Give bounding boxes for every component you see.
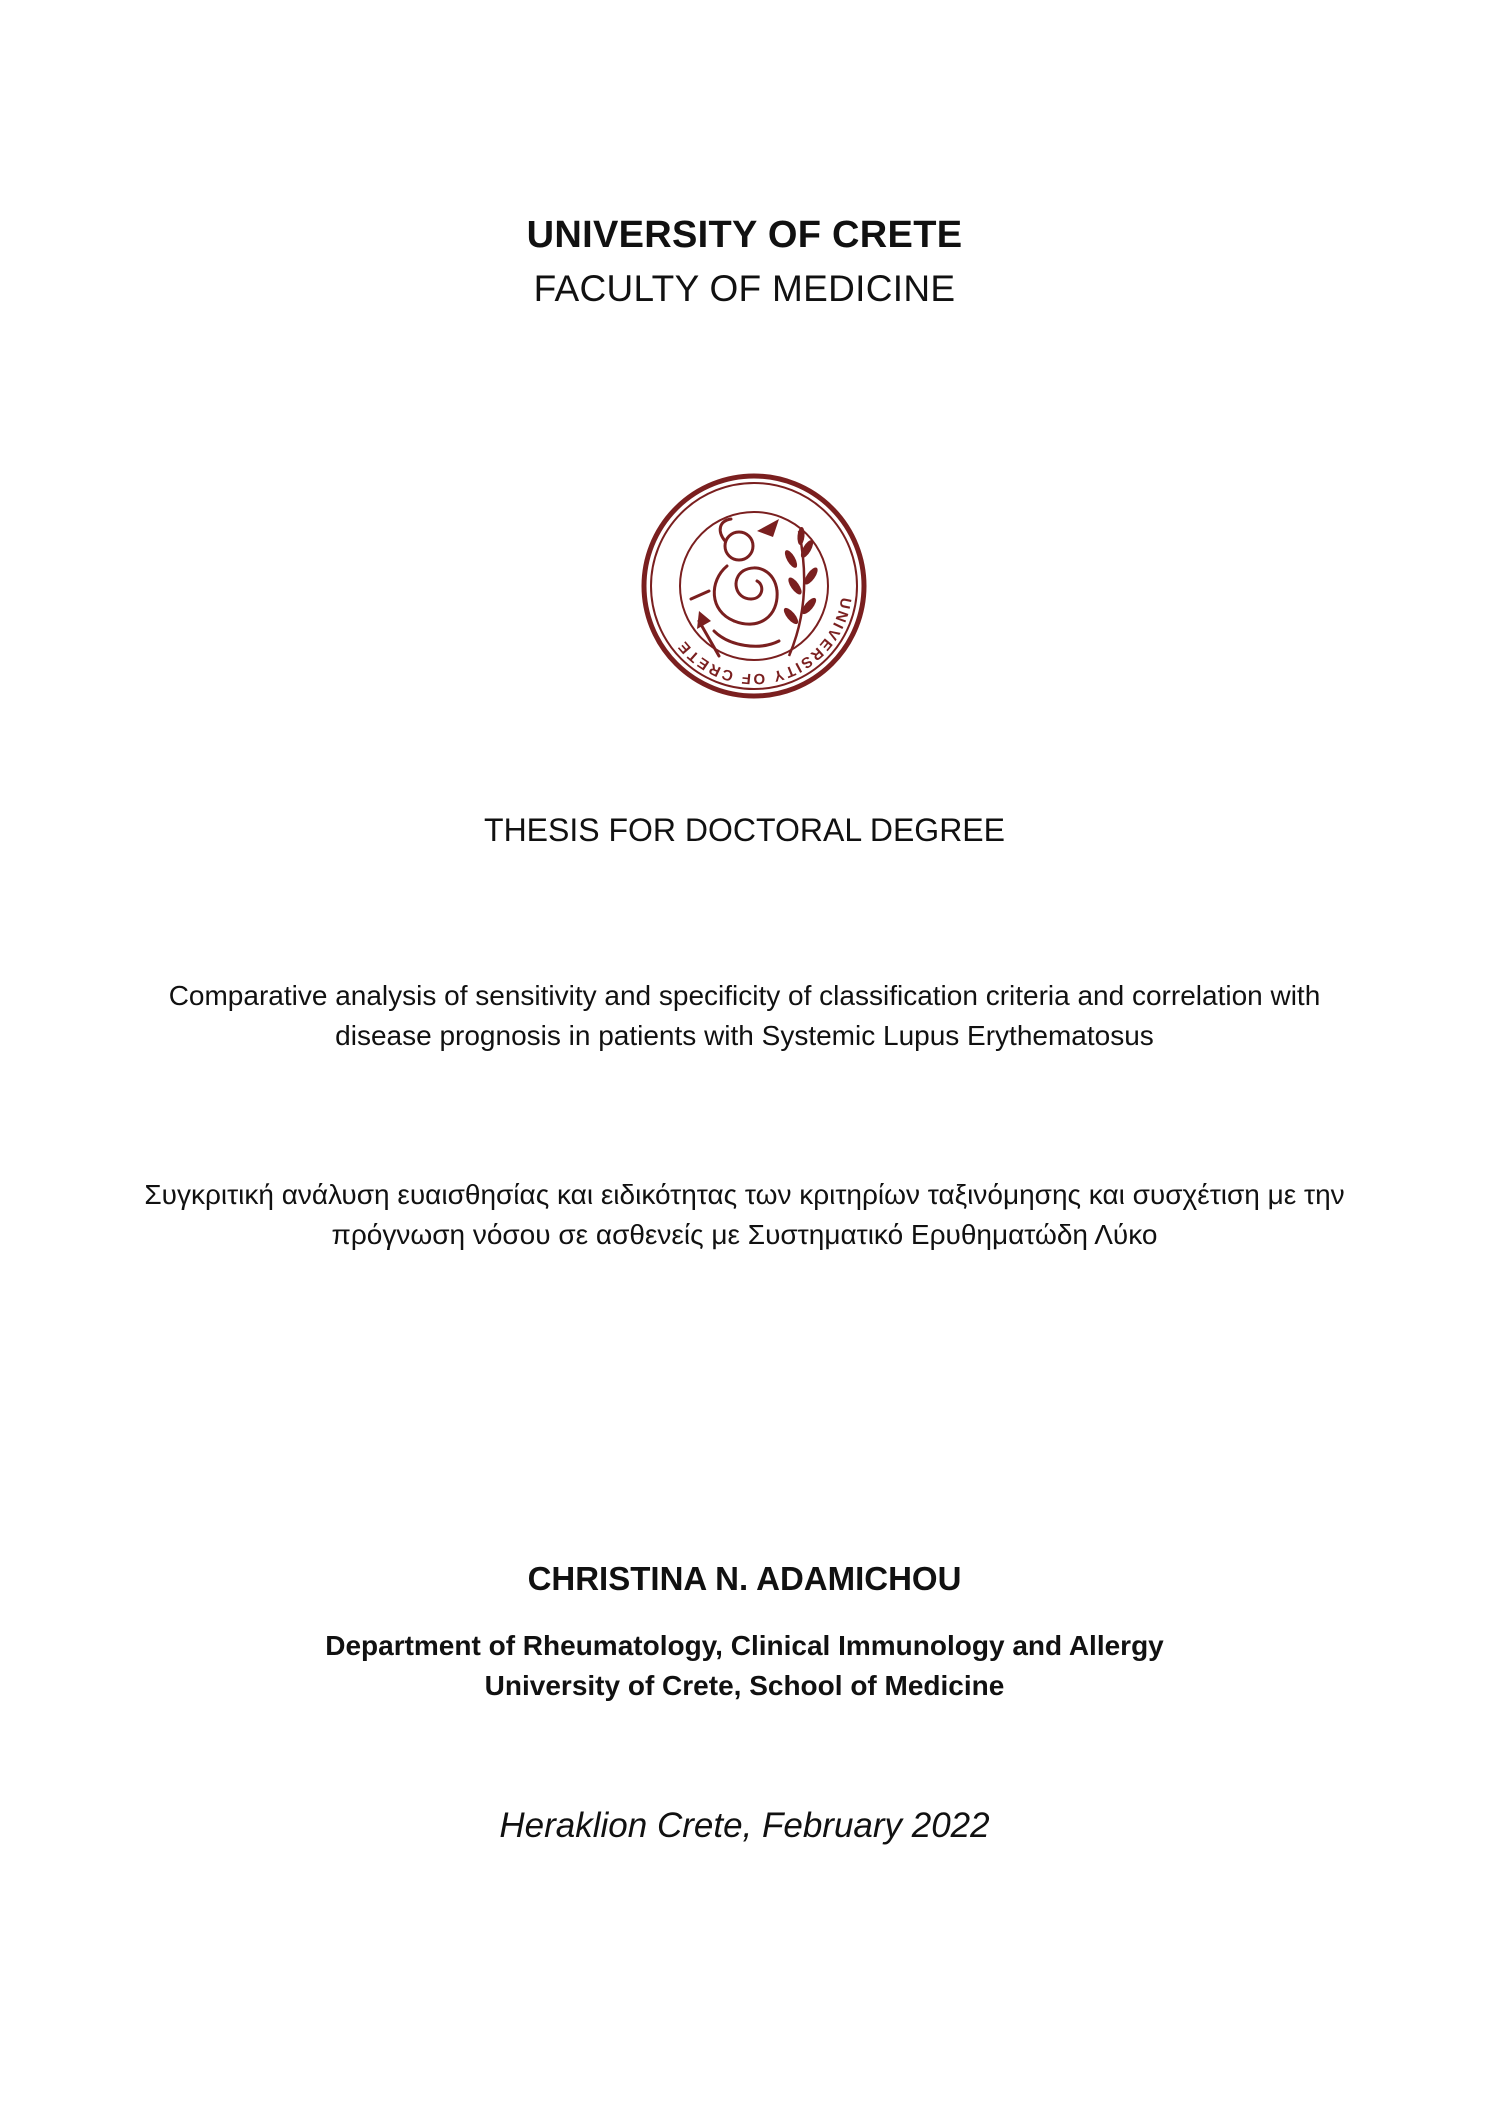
author-name: CHRISTINA N. ADAMICHOU: [527, 1560, 962, 1597]
faculty-name: FACULTY OF MEDICINE: [533, 268, 956, 309]
thesis-title-english: [60, 976, 1429, 1056]
degree-heading: THESIS FOR DOCTORAL DEGREE: [484, 812, 1005, 848]
university-seal-icon: [639, 471, 869, 701]
department-name: Department of Rheumatology, Clinical Immunology and Allergy: [325, 1630, 1164, 1661]
thesis-title-greek: [60, 1175, 1429, 1255]
thesis-title-greek-line1: Συγκριτική ανάλυση ευαισθησίας και ειδικότητας των κριτηρίων ταξινόμησης και συσχέτιση με την: [144, 1179, 1345, 1210]
thesis-title-english-line1: Comparative analysis of sensitivity and specificity of classification criteria and correlation with: [168, 980, 1321, 1011]
svg-text:UNIVERSITY OF CRETE: UNIVERSITY OF CRETE: [673, 596, 855, 688]
place-and-date: Heraklion Crete, February 2022: [499, 1806, 990, 1845]
thesis-title-greek-line2: πρόγνωση νόσου σε ασθενείς με Συστηματικό Ερυθηματώδη Λύκο: [331, 1219, 1158, 1250]
school-name: University of Crete, School of Medicine: [484, 1670, 1005, 1701]
university-name: UNIVERSITY OF CRETE: [526, 214, 963, 256]
thesis-title-english-line2: disease prognosis in patients with Systemic Lupus Erythematosus: [335, 1020, 1154, 1051]
